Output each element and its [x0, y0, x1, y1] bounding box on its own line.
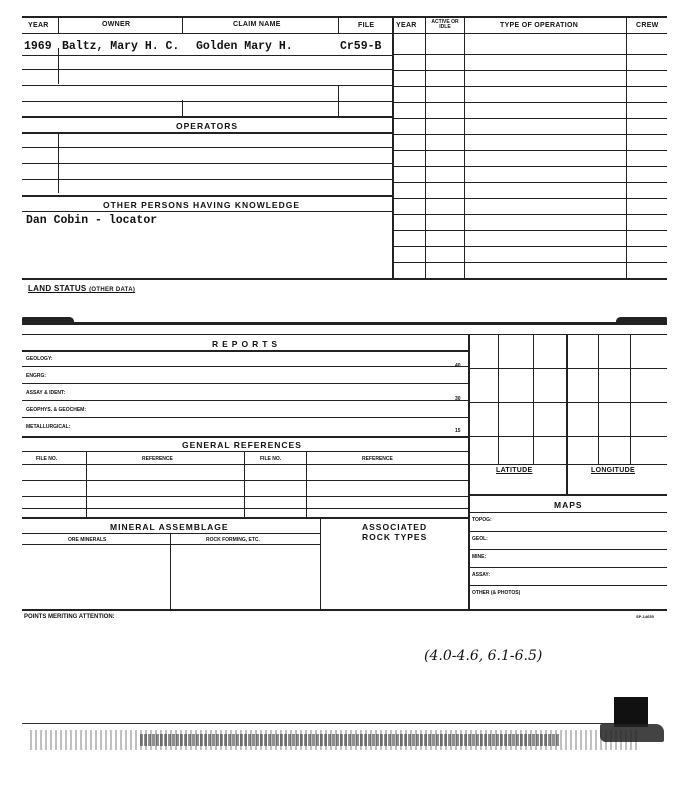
- maps-topog: TOPOG:: [472, 517, 492, 523]
- latitude-label: LATITUDE: [496, 467, 533, 474]
- general-refs-title-rule: [22, 451, 468, 452]
- coord-col: [533, 334, 534, 464]
- header-owner: OWNER: [102, 21, 131, 28]
- general-refs-row-rule: [22, 464, 468, 465]
- maps-assay: ASSAY:: [472, 572, 491, 578]
- land-status-smudge-rule: [22, 322, 667, 325]
- mineral-header-rule: [22, 544, 320, 545]
- general-refs-col-file-no: FILE NO.: [36, 456, 58, 462]
- coord-col: [598, 334, 599, 464]
- entry-file: Cr59-B: [340, 40, 382, 53]
- header-crew: CREW: [636, 22, 659, 29]
- right-row-rule: [393, 134, 667, 135]
- header-active-or-idle: ACTIVE OR IDLE: [431, 19, 459, 30]
- reports-top-rule: [22, 334, 667, 335]
- scan-dark-block: [614, 697, 648, 727]
- entry-year: 1969: [24, 40, 52, 53]
- header-year-2: YEAR: [396, 22, 417, 29]
- right-row-rule: [393, 150, 667, 151]
- right-row-rule: [393, 246, 667, 247]
- report-row-rule: [22, 366, 468, 367]
- assoc-rock-types-1: ASSOCIATED: [362, 522, 428, 532]
- right-row-rule: [393, 182, 667, 183]
- other-persons-title: OTHER PERSONS HAVING KNOWLEDGE: [103, 200, 301, 210]
- general-refs-top-rule: [22, 436, 468, 438]
- coords-maps-rule: [469, 494, 667, 496]
- margin-number: 15: [455, 428, 461, 434]
- maps-geol: GEOL:: [472, 536, 488, 542]
- coord-bottom-rule: [469, 464, 667, 465]
- coord-col-main: [566, 334, 568, 494]
- coord-row-rule: [469, 368, 667, 369]
- reports-title: REPORTS: [212, 339, 282, 349]
- report-metallurgical-label: METALLURGICAL:: [26, 424, 71, 430]
- header-divider: [338, 16, 339, 34]
- right-row-rule: [393, 70, 667, 71]
- operator-row-rule: [22, 147, 392, 148]
- other-persons-title-rule: [22, 211, 392, 212]
- scan-noise-band-dense: [140, 734, 560, 746]
- points-label: POINTS MERITING ATTENTION:: [24, 614, 115, 620]
- header-file: FILE: [358, 22, 375, 29]
- right-row-rule: [393, 166, 667, 167]
- owner-row-rule: [22, 55, 392, 56]
- owner-row-rule: [22, 85, 392, 86]
- general-refs-row-rule: [22, 480, 468, 481]
- entry-claim-name: Golden Mary H.: [196, 40, 293, 53]
- header-divider: [464, 16, 465, 279]
- mineral-top-rule: [22, 517, 468, 519]
- coord-col: [498, 334, 499, 464]
- report-geophys-label: GEOPHYS. & GEOCHEM:: [26, 407, 87, 413]
- left-right-divider: [392, 16, 394, 279]
- maps-other: OTHER (& PHOTOS): [472, 590, 521, 596]
- other-persons-entry: Dan Cobin - locator: [26, 214, 158, 227]
- maps-row-rule: [469, 549, 667, 550]
- general-refs-col-reference-2: REFERENCE: [362, 456, 393, 462]
- top-section-bottom: [22, 278, 667, 280]
- reports-title-rule: [22, 350, 468, 352]
- mineral-assoc-divider: [320, 517, 321, 609]
- assoc-rock-types-2: ROCK TYPES: [362, 532, 428, 542]
- header-divider: [626, 16, 627, 279]
- report-engrg-label: ENGRG:: [26, 373, 46, 379]
- coord-col: [630, 334, 631, 464]
- operators-top-rule: [22, 116, 392, 118]
- report-row-rule: [22, 383, 468, 384]
- maps-mine: MINE:: [472, 554, 487, 560]
- maps-title-rule: [469, 512, 667, 513]
- general-refs-title: GENERAL REFERENCES: [182, 440, 302, 450]
- margin-number: 30: [455, 396, 461, 402]
- mineral-title-rule: [22, 533, 320, 534]
- maps-title: MAPS: [554, 500, 583, 510]
- operators-title: OPERATORS: [176, 121, 239, 131]
- coord-row-rule: [469, 402, 667, 403]
- ore-minerals-label: ORE MINERALS: [68, 537, 107, 543]
- owner-col-divider: [58, 48, 59, 84]
- operators-title-rule: [22, 132, 392, 134]
- general-refs-row-rule: [22, 496, 468, 497]
- top-border: [22, 16, 667, 18]
- maps-row-rule: [469, 567, 667, 568]
- smudge-left: [22, 317, 74, 323]
- right-row-rule: [393, 262, 667, 263]
- header-claim-name: CLAIM NAME: [233, 21, 281, 28]
- report-row-rule: [22, 400, 468, 401]
- mineral-title: MINERAL ASSEMBLAGE: [110, 522, 229, 532]
- owner-row-rule: [22, 69, 392, 70]
- report-geology-label: GEOLOGY:: [26, 356, 53, 362]
- general-refs-col-file-no-2: FILE NO.: [260, 456, 282, 462]
- form-number: SP-14655: [636, 614, 654, 619]
- other-persons-top-rule: [22, 195, 392, 197]
- general-refs-row-rule: [22, 508, 468, 509]
- operator-row-rule: [22, 163, 392, 164]
- header-type-of-operation: TYPE OF OPERATION: [500, 22, 579, 29]
- right-row-rule: [393, 54, 667, 55]
- margin-number: 40: [455, 363, 461, 369]
- rock-forming-label: ROCK FORMING, ETC.: [206, 537, 260, 543]
- owner-col-divider: [338, 85, 339, 117]
- land-status-sub: (OTHER DATA): [89, 287, 136, 293]
- scan-bottom-rule: [22, 723, 622, 724]
- land-status-label: [28, 284, 135, 293]
- smudge-right: [616, 317, 667, 323]
- right-row-rule: [393, 198, 667, 199]
- maps-row-rule: [469, 531, 667, 532]
- longitude-label: LONGITUDE: [591, 467, 635, 474]
- right-row-rule: [393, 230, 667, 231]
- header-bottom-rule: [22, 33, 667, 34]
- report-assay-label: ASSAY & IDENT:: [26, 390, 66, 396]
- right-row-rule: [393, 102, 667, 103]
- header-year: YEAR: [28, 22, 49, 29]
- header-divider: [425, 16, 426, 279]
- points-top-rule: [22, 609, 667, 611]
- coord-row-rule: [469, 436, 667, 437]
- right-row-rule: [393, 118, 667, 119]
- header-divider: [182, 16, 183, 34]
- scan-dark-tail: [600, 724, 664, 742]
- entry-owner: Baltz, Mary H. C.: [62, 40, 180, 53]
- right-row-rule: [393, 86, 667, 87]
- right-row-rule: [393, 214, 667, 215]
- owner-col-divider: [182, 100, 183, 116]
- operator-row-rule: [22, 179, 392, 180]
- handwritten-note: (4.0-4.6, 6.1-6.5): [424, 648, 543, 664]
- report-row-rule: [22, 417, 468, 418]
- maps-row-rule: [469, 585, 667, 586]
- general-refs-col-reference: REFERENCE: [142, 456, 173, 462]
- land-status-text: LAND STATUS: [28, 284, 87, 293]
- owner-row-rule: [22, 101, 392, 102]
- header-divider: [58, 16, 59, 34]
- operator-col-divider: [58, 133, 59, 193]
